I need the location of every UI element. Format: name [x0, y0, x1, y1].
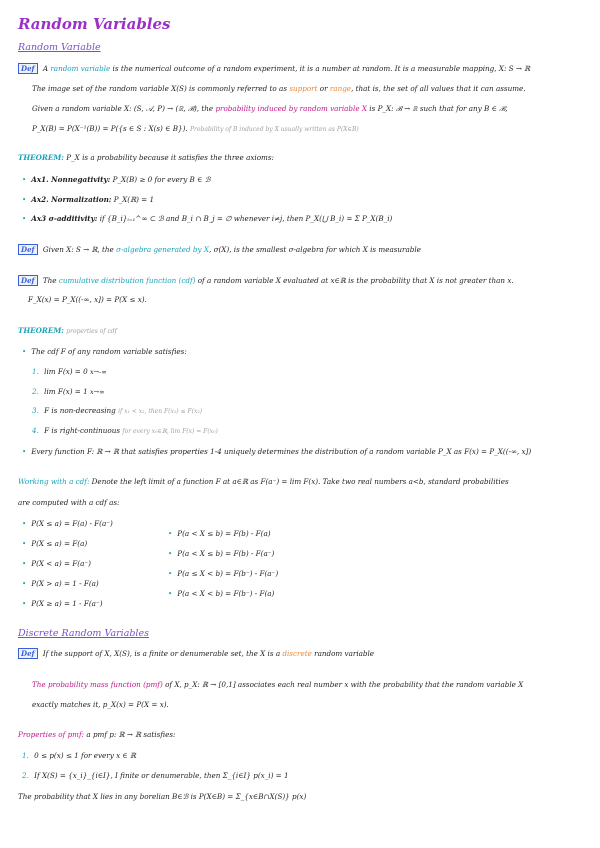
- cdf-prob-left: • P(X ≤ a) = F(a) - F(a⁻): [22, 519, 113, 528]
- section-heading-random-variable: Random Variable: [18, 42, 101, 53]
- page-title: Random Variables: [18, 15, 171, 33]
- pmf-property: 2. If X(S) = {x_i}_{i∈I}, I finite or denumerable, then Σ_{i∈I} p(x_i) = 1: [22, 771, 289, 780]
- cdf-intro: • The cdf F of any random variable satisfies:: [22, 347, 187, 356]
- cdf-property: 1. lim F(x) = 0 x→-∞: [32, 367, 107, 376]
- cdf-prob-right: • P(a < X < b) = F(b⁻) - F(a): [168, 589, 275, 598]
- axiom-item: • Ax3 σ-additivity: if {B_i}ᵢ₌₁^∞ ⊂ ℬ and B_i ∩ B_j = ∅ whenever i≠j, then P_X(⋃ B_i) = Σ P_X(B_i): [22, 214, 393, 223]
- def-badge: Def: [18, 275, 38, 286]
- support-line: The image set of the random variable X(S) is commonly referred to as support or range, that is, the set of all values that it can assume.: [32, 84, 526, 93]
- theorem-cdf-properties: THEOREM: properties of cdf: [18, 326, 117, 335]
- section-heading-discrete: Discrete Random Variables: [18, 628, 149, 639]
- def-badge: Def: [18, 63, 38, 74]
- cdf-property: 2. lim F(x) = 1 x→∞: [32, 387, 105, 396]
- definition-random-variable: Def A random variable is the numerical outcome of a random experiment, it is a number at random. It is a measurable mapping, X: S → ℝ: [18, 63, 530, 74]
- def-badge: Def: [18, 648, 38, 659]
- borelian-probability: The probability that X lies in any borelian B∈ℬ is P(X∈B) = Σ_{x∈B∩X(S)} p(x): [18, 792, 307, 801]
- cdf-prob-left: • P(X ≤ a) = F(a): [22, 539, 88, 548]
- cdf-prob-left: • P(X > a) = 1 - F(a): [22, 579, 99, 588]
- pmf-definition-cont: exactly matches it, p_X(x) = P(X = x).: [32, 700, 169, 709]
- cdf-prob-left: • P(X ≥ a) = 1 - F(a⁻): [22, 599, 103, 608]
- cdf-prob-left: • P(X < a) = F(a⁻): [22, 559, 91, 568]
- working-with-cdf-cont: are computed with a cdf as:: [18, 498, 120, 507]
- induced-probability-line: Given a random variable X: (S, 𝒜, P) → (ℝ, ℬ), the probability induced by random variable X is P_X: ℬ → ℝ such that for any B ∈ ℬ,: [32, 104, 508, 113]
- definition-sigma-algebra: Def Given X: S → ℝ, the σ-algebra generated by X, σ(X), is the smallest σ-algebra for which X is measurable: [18, 244, 421, 255]
- working-with-cdf: Working with a cdf: Denote the left limit of a function F at a∈ℝ as F(a⁻) = lim F(x). Take two real numbers a<b, standard probabilities: [18, 477, 509, 486]
- cdf-prob-right: • P(a < X ≤ b) = F(b) - F(a): [168, 529, 271, 538]
- cdf-prob-right: • P(a ≤ X < b) = F(b⁻) - F(a⁻): [168, 569, 279, 578]
- pmf-properties: Properties of pmf: a pmf p: ℝ → ℝ satisfies:: [18, 730, 176, 739]
- def-badge: Def: [18, 244, 38, 255]
- axiom-item: • Ax2. Normalization: P_X(ℝ) = 1: [22, 195, 155, 204]
- cdf-formula: F_X(x) = P_X((-∞, x]) = P(X ≤ x).: [28, 295, 147, 304]
- definition-discrete: Def If the support of X, X(S), is a finite or denumerable set, the X is a discrete random variable: [18, 648, 374, 659]
- theorem-induced-probability: THEOREM: P_X is a probability because it satisfies the three axioms:: [18, 153, 274, 162]
- definition-cdf: Def The cumulative distribution function (cdf) of a random variable X evaluated at x∈ℝ is the probability that X is not greater than x.: [18, 275, 514, 286]
- axiom-item: • Ax1. Nonnegativity: P_X(B) ≥ 0 for every B ∈ ℬ: [22, 175, 211, 184]
- pmf-property: 1. 0 ≤ p(x) ≤ 1 for every x ∈ ℝ: [22, 751, 137, 760]
- cdf-property: 3. F is non-decreasing if x₁ < x₂, then F(x₁) ≤ F(x₂): [32, 406, 203, 415]
- cdf-uniqueness: • Every function F: ℝ → ℝ that satisfies properties 1-4 uniquely determines the distribution of a random variable P_X as F(x) = P_X((-∞, x]): [22, 447, 532, 456]
- cdf-prob-right: • P(a < X ≤ b) = F(b) - F(a⁻): [168, 549, 275, 558]
- pmf-definition: The probability mass function (pmf) of X, p_X: ℝ → [0,1] associates each real number x with the probability that the random variable X: [32, 680, 524, 689]
- cdf-property: 4. F is right-continuous for every x₀∈ℝ, lim F(x) = F(x₀): [32, 426, 218, 435]
- induced-probability-formula: P_X(B) = P(X⁻¹(B)) = P({s ∈ S : X(s) ∈ B}). Probability of B induced by X usually written as P(X∈B): [32, 124, 359, 133]
